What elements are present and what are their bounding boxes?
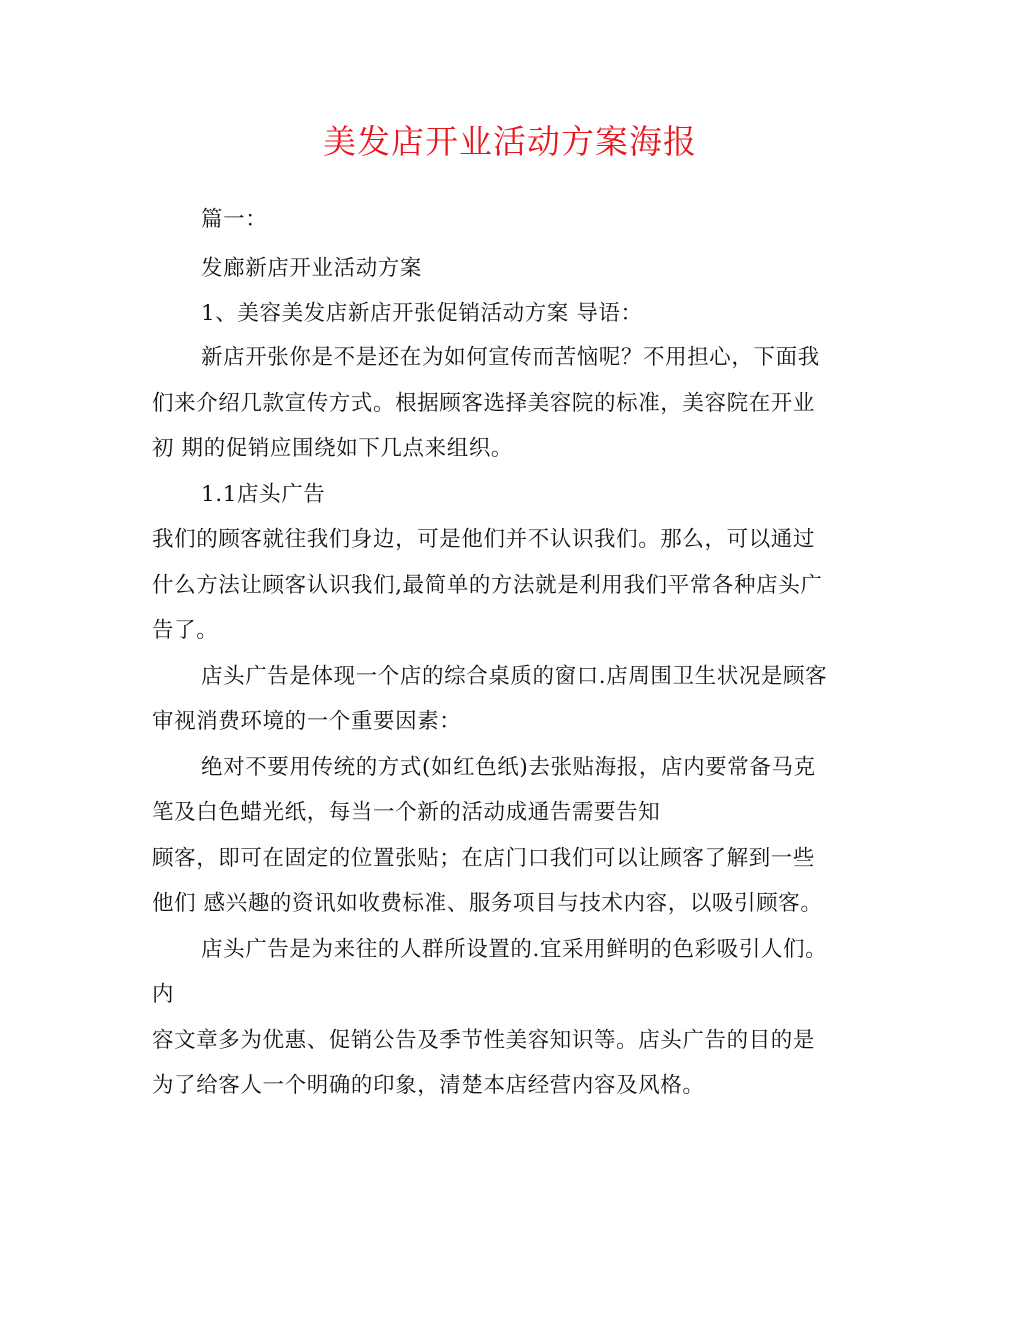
paragraph-line: 什么方法让顾客认识我们,最简单的方法就是利用我们平常各种店头广 [152,573,823,598]
paragraph-line: 为了给客人一个明确的印象，清楚本店经营内容及风格。 [152,1073,705,1098]
page-title: 美发店开业活动方案海报 [323,122,697,161]
paragraph-line: 顾客，即可在固定的位置张贴；在店门口我们可以让顾客了解到一些 [152,846,816,871]
paragraph-line: 绝对不要用传统的方式(如红色纸)去张贴海报，店内要常备马克 [201,755,816,780]
paragraph-line: 我们的顾客就往我们身边，可是他们并不认识我们。那么，可以通过 [152,527,816,552]
paragraph-line: 店头广告是体现一个店的综合桌质的窗口.店周围卫生状况是顾客 [201,664,828,689]
paragraph-line: 内 [152,982,175,1007]
section-label: 篇一： [201,207,268,232]
paragraph-line: 审视消费环境的一个重要因素： [152,709,462,734]
section-heading: 发廊新店开业活动方案 [201,256,423,281]
subsection-heading: 1.1店头广告 [201,482,326,507]
paragraph-line: 他们 感兴趣的资讯如收费标准、服务项目与技术内容，以吸引顾客。 [152,891,823,916]
paragraph-line: 们来介绍几款宣传方式。根据顾客选择美容院的标准，美容院在开业 [152,391,816,416]
paragraph-line: 店头广告是为来往的人群所设置的.宜采用鲜明的色彩吸引人们。 [201,937,828,962]
paragraph-line: 新店开张你是不是还在为如何宣传而苦恼呢？不用担心，下面我 [201,345,820,370]
paragraph-line: 笔及白色蜡光纸，每当一个新的活动成通告需要告知 [152,800,661,825]
subsection-heading: 1、美容美发店新店开张促销活动方案 导语： [201,301,643,326]
paragraph-line: 告了。 [152,618,219,643]
paragraph-line: 容文章多为优惠、促销公告及季节性美容知识等。店头广告的目的是 [152,1028,816,1053]
paragraph-line: 初 期的促销应围绕如下几点来组织。 [152,436,514,461]
